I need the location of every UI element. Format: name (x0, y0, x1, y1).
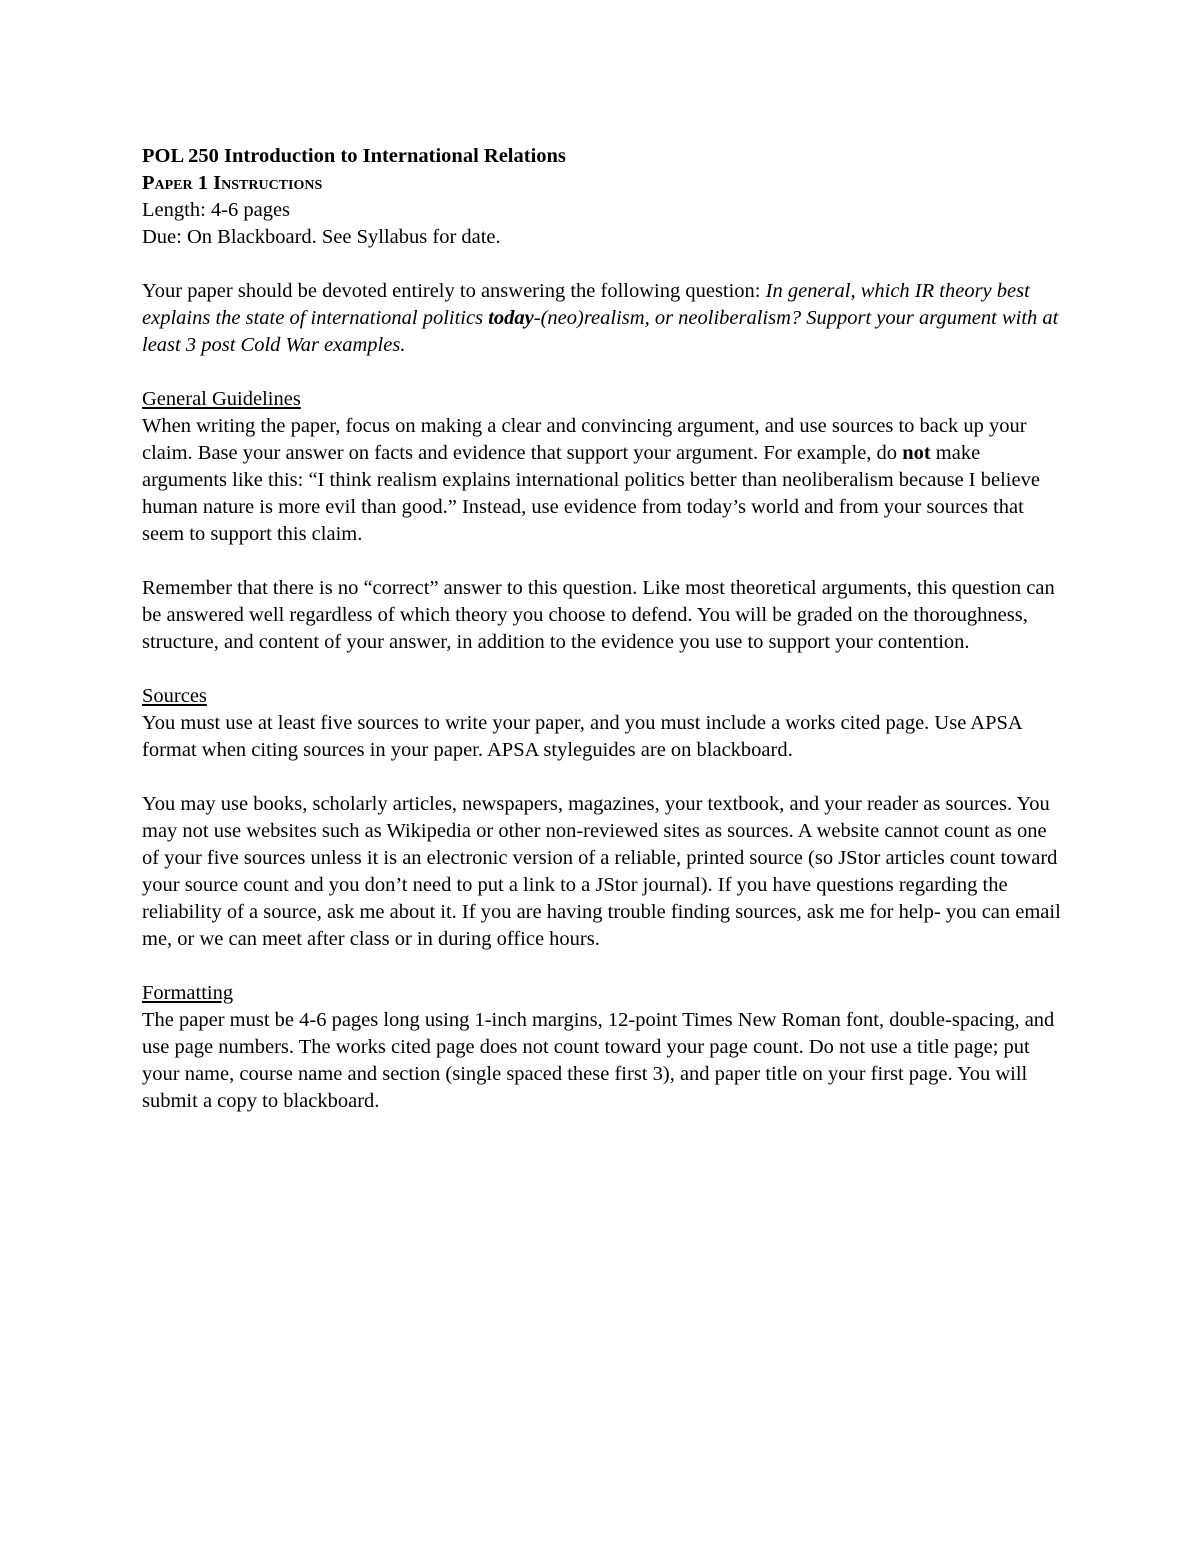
question-text-2: -(neo)realism, or neoliberalism? Support your argument with at least 3 post Cold War examples. (142, 307, 1059, 356)
due-line: Due: On Blackboard. See Syllabus for date. (142, 226, 501, 248)
general-p1-text-2: make arguments like this: “I think realism explains international politics better than neoliberalism because I believe human nature is more evil than good.” Instead, use evidence from today’s world and from your sources that seem to support this claim. (142, 442, 1040, 545)
sources-heading: Sources (142, 685, 207, 707)
spacer (142, 764, 1067, 791)
document-subtitle: Paper 1 Instructions (142, 172, 323, 194)
question-emphasis: today (488, 307, 534, 329)
formatting-paragraph: The paper must be 4-6 pages long using 1-inch margins, 12-point Times New Roman font, double-spacing, and use page numbers. The works cited page does not count toward your page count. Do not use a title page; put your name, course name and section (single spaced these first 3), and paper title on your first page. You will submit a copy to blackboard. (142, 1009, 1055, 1112)
general-p1-emphasis: not (902, 442, 931, 464)
general-p1-text-1: When writing the paper, focus on making a clear and convincing argument, and use sources to back up your claim. Base your answer on facts and evidence that support your argument. For example, do (142, 415, 1027, 464)
spacer (142, 656, 1067, 683)
general-guidelines-paragraph-2: Remember that there is no “correct” answer to this question. Like most theoretical arguments, this question can be answered well regardless of which theory you choose to defend. You will be graded on the thoroughness, structure, and content of your answer, in addition to the evidence you use to support your contention. (142, 577, 1055, 653)
general-guidelines-paragraph-1 (142, 413, 1067, 548)
spacer (142, 251, 1067, 278)
spacer (142, 548, 1067, 575)
spacer (142, 953, 1067, 980)
formatting-heading: Formatting (142, 982, 234, 1004)
spacer (142, 359, 1067, 386)
general-guidelines-heading: General Guidelines (142, 388, 301, 410)
intro-paragraph (142, 278, 1067, 359)
length-line: Length: 4-6 pages (142, 199, 291, 221)
document-body (142, 143, 1067, 1115)
sources-paragraph-1: You must use at least five sources to write your paper, and you must include a works cited page. Use APSA format when citing sources in your paper. APSA styleguides are on blackboard. (142, 712, 1022, 761)
sources-paragraph-2: You may use books, scholarly articles, newspapers, magazines, your textbook, and your reader as sources. You may not use websites such as Wikipedia or other non-reviewed sites as sources. A website cannot count as one of your five sources unless it is an electronic version of a reliable, printed source (so JStor articles count toward your source count and you don’t need to put a link to a JStor journal). If you have questions regarding the reliability of a source, ask me about it. If you are having trouble finding sources, ask me for help- you can email me, or we can meet after class or in during office hours. (142, 793, 1061, 950)
document-title: POL 250 Introduction to International Relations (142, 145, 566, 167)
intro-lead: Your paper should be devoted entirely to answering the following question: (142, 280, 766, 302)
question-text-1: In general, which IR theory best explains the state of international politics (142, 280, 1030, 329)
